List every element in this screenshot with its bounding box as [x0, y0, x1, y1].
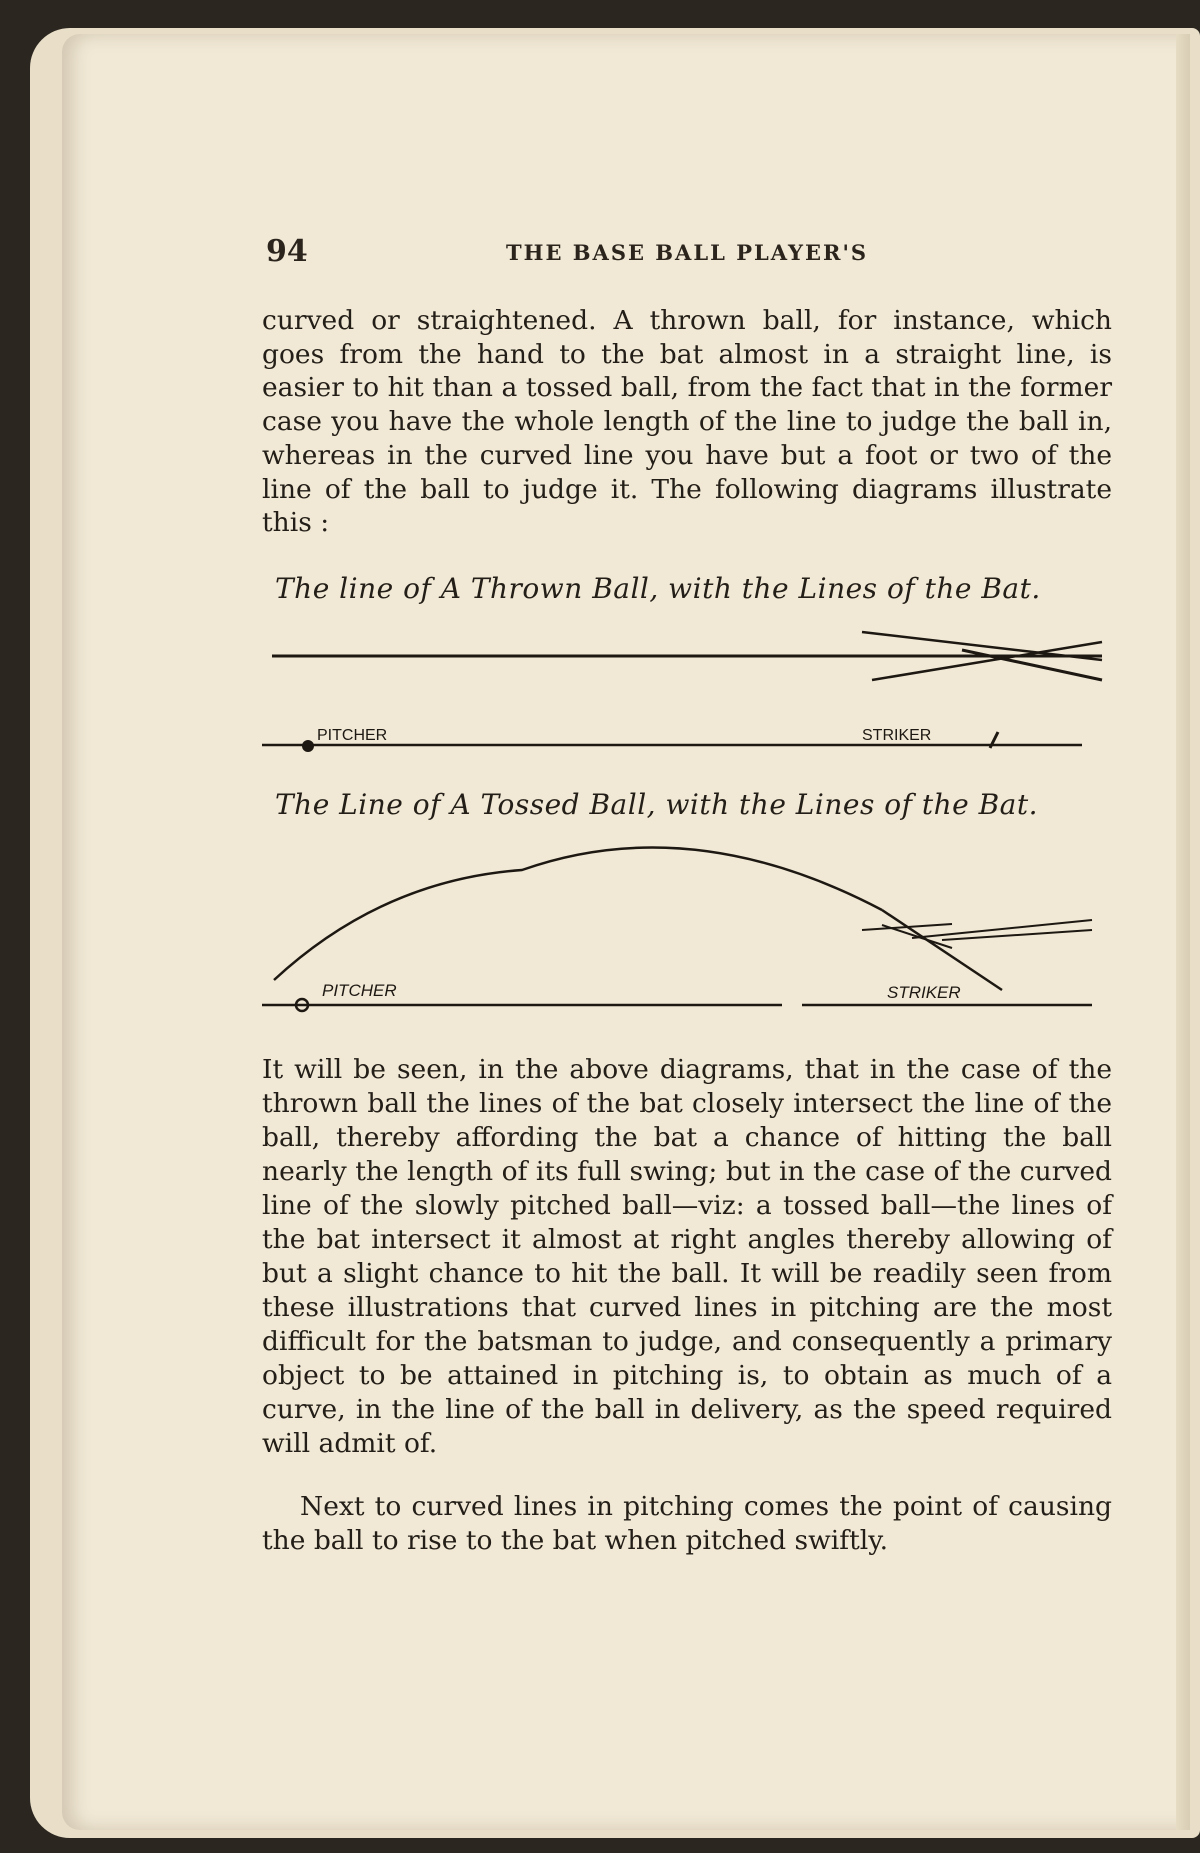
paragraph-2-text: It will be seen, in the above diagrams, that in the case of the thrown ball the lines of the bat closely intersect the line of the ball, thereby affording the bat a chance of hitting the ball nearly the length of its full swing; but in the case of the curved line of the slowly pitched ball—viz: a tossed ball—the lines of the bat intersect it almost at right angles thereby allowing of but a slight chance to hit the ball. It will be readily seen from these illustrations that curved lines in pitching are the most difficult for the batsman to judge, and consequently a primary object to be attained in pitching is, to obtain as much of a curve, in the line of the ball in delivery, as the speed required will admit of. — [262, 1054, 1112, 1459]
diagram-1-caption: The line of A Thrown Ball, with the Lines of the Bat. — [275, 572, 1041, 605]
running-head-title: THE BASE BALL PLAYER'S — [506, 240, 869, 265]
paragraph-3-text: Next to curved lines in pitching comes the point of causing the ball to rise to the bat when pitched swiftly. — [262, 1491, 1112, 1556]
bat-line-1 — [862, 924, 952, 930]
striker-label: STRIKER — [887, 983, 961, 1002]
diagram-2-caption: The Line of A Tossed Ball, with the Lines of the Bat. — [275, 788, 1039, 821]
page-edge — [1176, 34, 1190, 1830]
tossed-ball-diagram — [262, 820, 1112, 1020]
paragraph-2 — [262, 1053, 1112, 1461]
bat-line-4 — [942, 930, 1092, 940]
paragraph-1-text: curved or straightened. A thrown ball, for instance, which goes from the hand to the bat almost in a straight line, is easier to hit than a tossed ball, from the fact that in the former case you have the whole length of the line to judge the ball in, whereas in the curved line you have but a foot or two of the line of the ball to judge it. The following diagrams illustrate this : — [262, 305, 1112, 539]
paragraph-1 — [262, 304, 1112, 540]
thrown-ball-diagram — [262, 610, 1112, 760]
striker-label: STRIKER — [862, 727, 932, 744]
running-head — [266, 234, 1106, 274]
ball-curve — [274, 848, 882, 981]
paragraph-3 — [262, 1490, 1112, 1558]
pitcher-label: PITCHER — [317, 727, 388, 744]
ball-line-end — [882, 910, 1002, 990]
page-number: 94 — [266, 234, 308, 269]
pitcher-ball — [302, 740, 314, 752]
pitcher-label: PITCHER — [322, 981, 397, 1000]
